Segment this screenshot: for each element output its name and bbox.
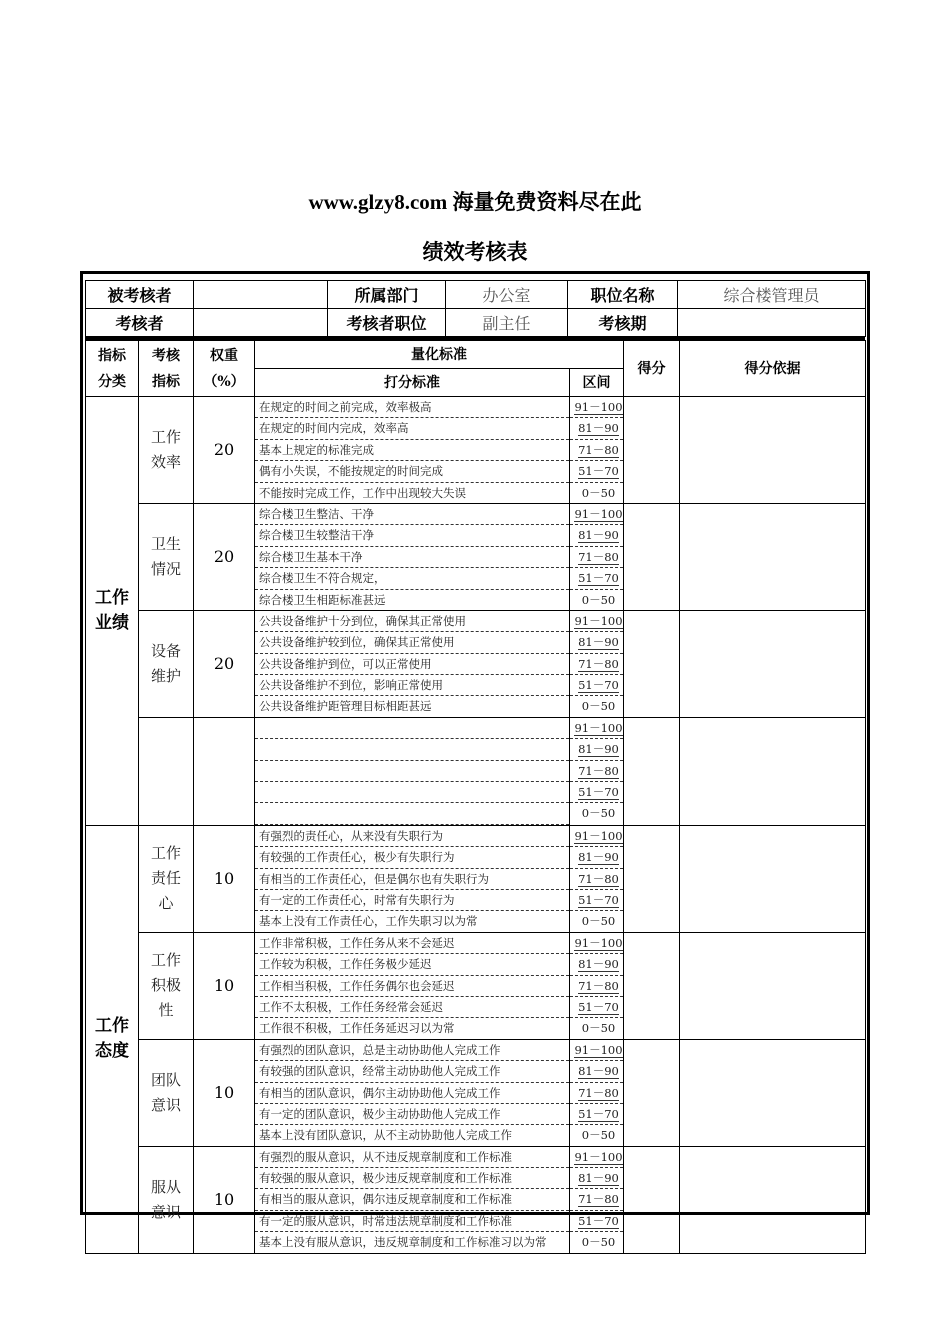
criteria-line	[255, 761, 569, 782]
criteria-line: 在规定的时间内完成，效率高	[255, 418, 569, 439]
range-value: 0－50	[581, 1235, 616, 1250]
criteria-line: 综合楼卫生整洁、干净	[255, 504, 569, 525]
range-value: 71－80	[578, 1085, 619, 1100]
range-value: 0－50	[581, 914, 616, 929]
range-value: 0－50	[581, 592, 616, 607]
range-value: 91－100	[574, 613, 623, 628]
criteria-line: 工作相当积极，工作任务偶尔也会延迟	[255, 976, 569, 997]
assessment-row	[86, 717, 866, 825]
criteria-line: 有较强的团队意识，经常主动协助他人完成工作	[255, 1061, 569, 1082]
range-value: 71－80	[578, 549, 619, 564]
criteria-line: 基本上没有团队意识，从不主动协助他人完成工作	[259, 1128, 512, 1143]
criteria-line: 有强烈的团队意识，总是主动协助他人完成工作	[255, 1040, 569, 1061]
assessment-row	[86, 1039, 866, 1146]
weight-cell: 10	[194, 932, 255, 1039]
weight-cell: 20	[194, 503, 255, 610]
assessor-label: 考核者	[86, 309, 194, 337]
category-cell: 工作 业绩	[86, 397, 139, 826]
basis-field[interactable]	[680, 825, 866, 932]
criteria-line: 工作较为积极，工作任务极少延迟	[255, 954, 569, 975]
criteria-line: 在规定的时间之前完成，效率极高	[255, 397, 569, 418]
indicator-cell: 团队 意识	[139, 1039, 194, 1146]
range-value: 0－50	[581, 1021, 616, 1036]
range-cell	[570, 1039, 624, 1146]
criteria-cell	[255, 717, 570, 825]
range-cell	[570, 932, 624, 1039]
criteria-line: 工作不太积极，工作任务经常会延迟	[255, 997, 569, 1018]
criteria-line: 基本上没有工作责任心，工作失职习以为常	[259, 914, 478, 929]
category-cell: 工作 态度	[86, 825, 139, 1253]
weight-cell: 20	[194, 610, 255, 717]
assessee-label: 被考核者	[86, 281, 194, 309]
criteria-line: 公共设备维护距管理目标相距甚远	[259, 699, 432, 714]
range-value: 51－70	[578, 892, 619, 907]
basis-field[interactable]	[680, 397, 866, 504]
criteria-line: 基本上规定的标准完成	[255, 440, 569, 461]
criteria-cell	[255, 503, 570, 610]
range-cell	[570, 1146, 624, 1253]
range-value: 51－70	[578, 785, 619, 800]
range-value: 0－50	[581, 806, 616, 821]
assessment-row	[86, 932, 866, 1039]
score-field[interactable]	[624, 1039, 680, 1146]
range-cell	[570, 610, 624, 717]
period-label: 考核期	[568, 309, 678, 337]
indicator-header: 考核 指标	[139, 341, 194, 397]
position-field[interactable]: 综合楼管理员	[678, 281, 866, 309]
range-value: 71－80	[578, 656, 619, 671]
range-value: 81－90	[578, 635, 619, 650]
info-row-2	[86, 309, 866, 337]
range-value: 91－100	[574, 935, 623, 950]
indicator-cell: 工作 责任 心	[139, 825, 194, 932]
score-field[interactable]	[624, 610, 680, 717]
criteria-line: 有强烈的服从意识，从不违反规章制度和工作标准	[255, 1147, 569, 1168]
position-label: 职位名称	[568, 281, 678, 309]
range-value: 0－50	[581, 699, 616, 714]
range-value: 81－90	[578, 742, 619, 757]
range-value: 71－80	[578, 763, 619, 778]
indicator-cell	[139, 717, 194, 825]
criteria-line: 有较强的工作责任心，极少有失职行为	[255, 847, 569, 868]
weight-cell: 20	[194, 397, 255, 504]
criteria-line: 综合楼卫生相距标准甚远	[259, 592, 386, 607]
assessee-field[interactable]	[194, 281, 328, 309]
criteria-line: 公共设备维护较到位，确保其正常使用	[255, 632, 569, 653]
criteria-line: 工作非常积极，工作任务从来不会延迟	[255, 933, 569, 954]
range-value: 91－100	[574, 506, 623, 521]
range-value: 71－80	[578, 1192, 619, 1207]
criteria-cell	[255, 1146, 570, 1253]
range-header: 区间	[570, 369, 624, 397]
category-header: 指标 分类	[86, 341, 139, 397]
basis-field[interactable]	[680, 1039, 866, 1146]
range-value: 51－70	[578, 678, 619, 693]
range-value: 51－70	[578, 571, 619, 586]
range-value: 81－90	[578, 421, 619, 436]
indicator-cell: 工作 积极 性	[139, 932, 194, 1039]
criteria-line: 有强烈的责任心，从来没有失职行为	[255, 826, 569, 847]
dept-field[interactable]: 办公室	[446, 281, 568, 309]
criteria-line: 有相当的工作责任心，但是偶尔也有失职行为	[255, 869, 569, 890]
range-value: 71－80	[578, 978, 619, 993]
indicator-cell: 卫生 情况	[139, 503, 194, 610]
criteria-line: 有一定的服从意识，时常违法规章制度和工作标准	[255, 1211, 569, 1232]
range-value: 51－70	[578, 1106, 619, 1121]
criteria-line: 综合楼卫生不符合规定，	[255, 568, 569, 589]
range-value: 81－90	[578, 850, 619, 865]
range-value: 91－100	[574, 1149, 623, 1164]
basis-header: 得分依据	[680, 341, 866, 397]
criteria-line: 公共设备维护到位，可以正常使用	[255, 654, 569, 675]
range-value: 0－50	[581, 1128, 616, 1143]
basis-field[interactable]	[680, 932, 866, 1039]
criteria-cell	[255, 610, 570, 717]
criteria-cell	[255, 825, 570, 932]
assessment-row	[86, 610, 866, 717]
score-field[interactable]	[624, 1146, 680, 1253]
quant-header: 量化标准	[255, 341, 624, 369]
range-value: 51－70	[578, 464, 619, 479]
range-value: 91－100	[574, 1042, 623, 1057]
dept-label: 所属部门	[328, 281, 446, 309]
range-value: 91－100	[574, 828, 623, 843]
criteria-line: 有一定的团队意识，极少主动协助他人完成工作	[255, 1104, 569, 1125]
assessor-position-label: 考核者职位	[328, 309, 446, 337]
criteria-cell	[255, 932, 570, 1039]
range-value: 91－100	[574, 720, 623, 735]
indicator-cell: 服从 意识	[139, 1146, 194, 1253]
criteria-line	[255, 782, 569, 803]
criteria-line	[255, 803, 569, 824]
basis-field[interactable]	[680, 610, 866, 717]
criteria-line: 基本上没有服从意识，违反规章制度和工作标准习以为常	[259, 1235, 547, 1250]
assessment-row	[86, 397, 866, 504]
indicator-cell: 工作 效率	[139, 397, 194, 504]
assessor-position-field[interactable]: 副主任	[446, 309, 568, 337]
indicator-cell: 设备 维护	[139, 610, 194, 717]
weight-cell	[194, 717, 255, 825]
range-value: 81－90	[578, 1064, 619, 1079]
assessment-row	[86, 503, 866, 610]
criteria-line: 工作很不积极，工作任务延迟习以为常	[259, 1021, 455, 1036]
criteria-cell	[255, 1039, 570, 1146]
criteria-line: 不能按时完成工作，工作中出现较大失误	[259, 485, 466, 500]
weight-header: 权重 （%）	[194, 341, 255, 397]
weight-cell: 10	[194, 825, 255, 932]
score-field[interactable]	[624, 825, 680, 932]
assessor-field[interactable]	[194, 309, 328, 337]
range-value: 71－80	[578, 871, 619, 886]
range-cell	[570, 825, 624, 932]
score-field[interactable]	[624, 717, 680, 825]
range-value: 81－90	[578, 1171, 619, 1186]
range-cell	[570, 717, 624, 825]
range-cell	[570, 503, 624, 610]
criteria-line	[255, 739, 569, 760]
criteria-header: 打分标准	[255, 369, 570, 397]
range-value: 81－90	[578, 528, 619, 543]
basis-field[interactable]	[680, 503, 866, 610]
info-table	[85, 280, 866, 337]
assessment-table	[85, 340, 866, 1254]
range-value: 51－70	[578, 1213, 619, 1228]
score-field[interactable]	[624, 397, 680, 504]
criteria-line: 偶有小失误，不能按规定的时间完成	[255, 461, 569, 482]
range-value: 71－80	[578, 442, 619, 457]
weight-cell: 10	[194, 1146, 255, 1253]
header-row-1	[86, 341, 866, 369]
score-field[interactable]	[624, 932, 680, 1039]
criteria-line: 有一定的工作责任心，时常有失职行为	[255, 890, 569, 911]
criteria-line	[255, 718, 569, 739]
range-value: 51－70	[578, 999, 619, 1014]
criteria-line: 综合楼卫生基本干净	[255, 547, 569, 568]
basis-field[interactable]	[680, 717, 866, 825]
criteria-line: 有相当的服从意识，偶尔违反规章制度和工作标准	[255, 1189, 569, 1210]
range-value: 0－50	[581, 485, 616, 500]
document-title: 绩效考核表	[422, 239, 528, 264]
site-title: www.glzy8.com 海量免费资料尽在此	[308, 190, 642, 214]
assessment-row	[86, 1146, 866, 1253]
range-value: 81－90	[578, 957, 619, 972]
basis-field[interactable]	[680, 1146, 866, 1253]
score-field[interactable]	[624, 503, 680, 610]
score-header: 得分	[624, 341, 680, 397]
criteria-line: 有相当的团队意识，偶尔主动协助他人完成工作	[255, 1083, 569, 1104]
period-field[interactable]	[678, 309, 866, 337]
range-cell	[570, 397, 624, 504]
criteria-line: 综合楼卫生较整洁干净	[255, 525, 569, 546]
assessment-row	[86, 825, 866, 932]
criteria-line: 有较强的服从意识，极少违反规章制度和工作标准	[255, 1168, 569, 1189]
range-value: 91－100	[574, 400, 623, 414]
weight-cell: 10	[194, 1039, 255, 1146]
criteria-cell	[255, 397, 570, 504]
info-row-1	[86, 281, 866, 309]
criteria-line: 公共设备维护十分到位，确保其正常使用	[255, 611, 569, 632]
criteria-line: 公共设备维护不到位，影响正常使用	[255, 675, 569, 696]
